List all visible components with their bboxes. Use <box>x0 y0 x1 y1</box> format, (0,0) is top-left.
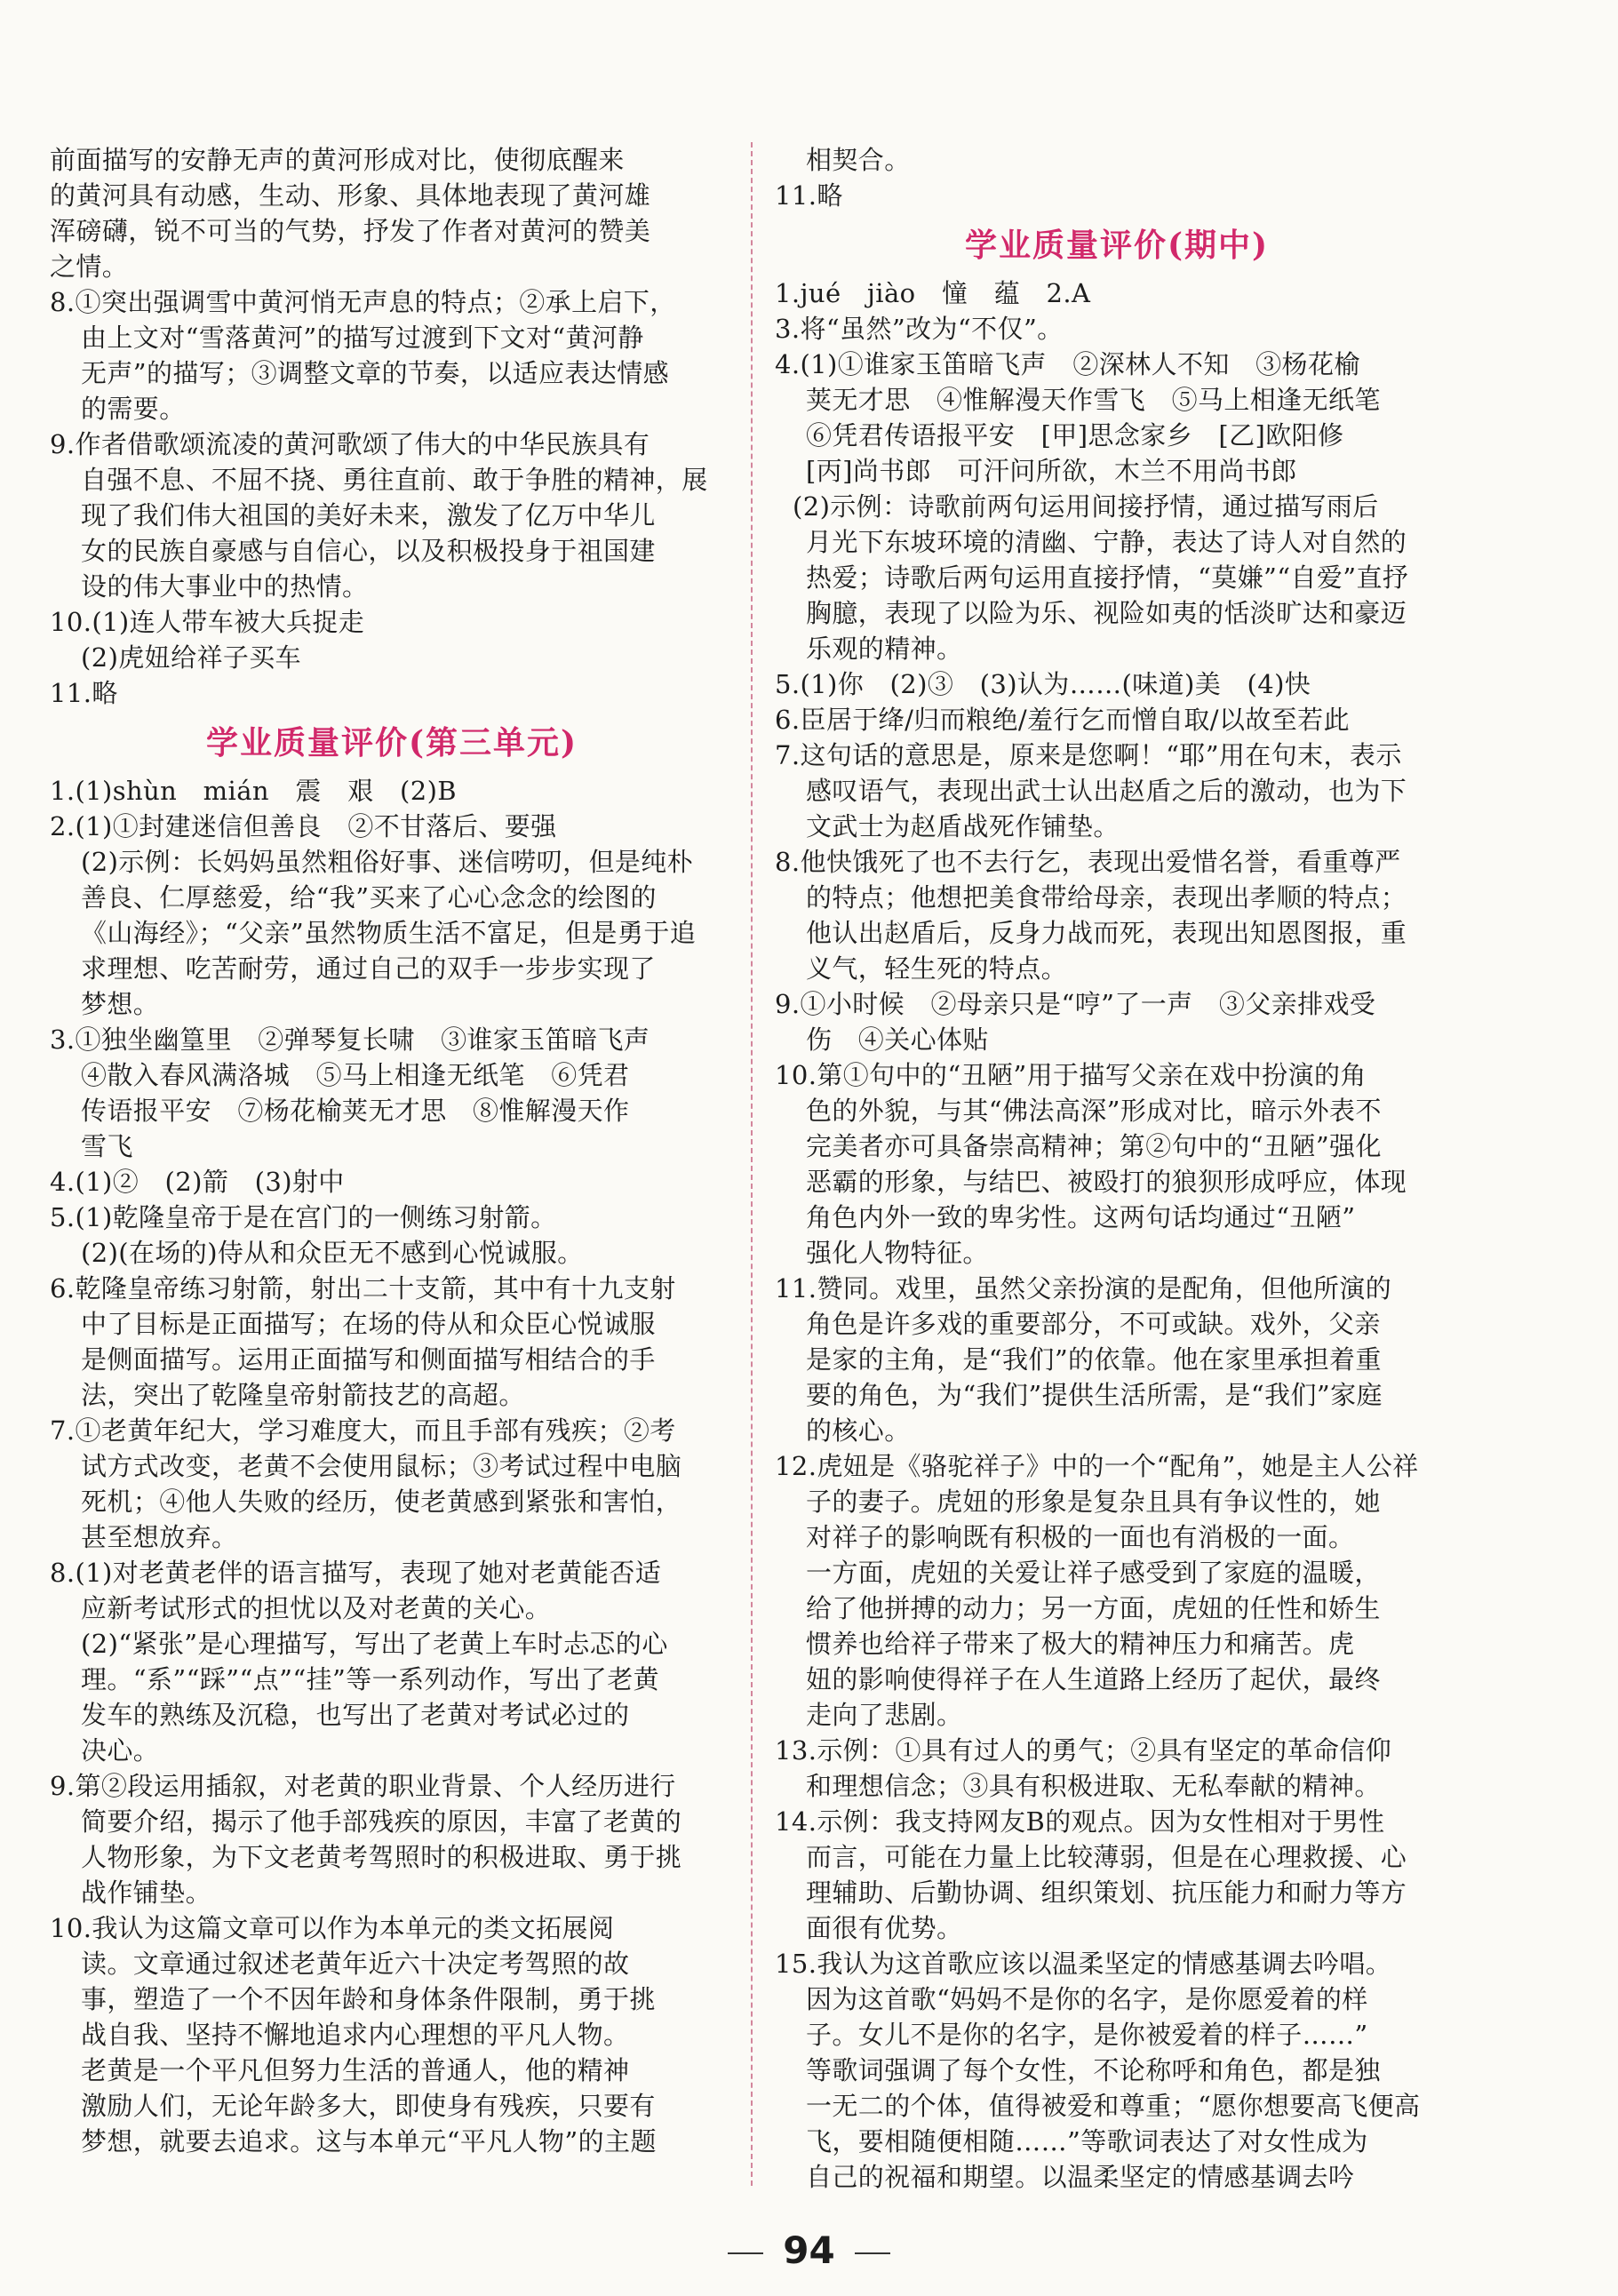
answer-line: 激励人们，无论年龄多大，即使身有残疾，只要有 <box>81 2091 656 2121</box>
answer-line: 8.①突出强调雪中黄河悄无声息的特点；②承上启下， <box>50 287 676 317</box>
answer-line: 完美者亦可具备崇高精神；第②句中的“丑陋”强化 <box>806 1131 1382 1161</box>
answer-line: (2)示例：诗歌前两句运用间接抒情，通过描写雨后 <box>793 491 1379 522</box>
answer-line: 相契合。 <box>806 145 911 175</box>
answer-line: 10.第①句中的“丑陋”用于描写父亲在戏中扮演的角 <box>775 1060 1367 1090</box>
answer-line: 中了目标是正面描写；在场的侍从和众臣心悦诚服 <box>81 1309 656 1339</box>
answer-line: 事，塑造了一个不因年龄和身体条件限制，勇于挑 <box>81 1984 656 2014</box>
page-number: 94 <box>783 2228 835 2272</box>
answer-line: 7.这句话的意思是，原来是您啊！“耶”用在句末，表示 <box>775 740 1402 770</box>
answer-line: 战作铺垫。 <box>81 1877 212 1908</box>
answer-line: 他认出赵盾后，反身力战而死，表现出知恩图报，重 <box>806 918 1407 948</box>
answer-line: 荚无才思 ④惟解漫天作雪飞 ⑤马上相逢无纸笔 <box>806 385 1381 415</box>
answer-line: 飞，要相随便相随……”等歌词表达了对女性成为 <box>806 2126 1368 2156</box>
answer-line: 10.(1)连人带车被大兵捉走 <box>50 607 365 637</box>
answer-line: 6.乾隆皇帝练习射箭，射出二十支箭，其中有十九支射 <box>50 1273 676 1303</box>
answer-line: 伤 ④关心体贴 <box>806 1024 989 1055</box>
answer-line: 雪飞 <box>81 1131 133 1161</box>
answer-line: 法，突出了乾隆皇帝射箭技艺的高超。 <box>81 1380 525 1410</box>
answer-line: 8.他快饿死了也不去行乞，表现出爱惜名誉，看重尊严 <box>775 847 1401 877</box>
answer-line: 理辅助、后勤协调、组织策划、抗压能力和耐力等方 <box>806 1877 1407 1908</box>
answer-line: 梦想。 <box>81 989 160 1019</box>
answer-line: 死机；④他人失败的经历，使老黄感到紧张和害怕， <box>81 1487 682 1517</box>
answer-line: 应新考试形式的担忧以及对老黄的关心。 <box>81 1593 552 1623</box>
answer-line: 子的妻子。虎妞的形象是复杂且具有争议性的，她 <box>806 1487 1381 1517</box>
answer-line: 5.(1)乾隆皇帝于是在宫门的一侧练习射箭。 <box>50 1202 557 1232</box>
column-divider <box>751 142 753 2186</box>
answer-line: 试方式改变，老黄不会使用鼠标；③考试过程中电脑 <box>81 1451 682 1481</box>
answer-line: 2.(1)①封建迷信但善良 ②不甘落后、要强 <box>50 811 557 841</box>
answer-line: 惯养也给祥子带来了极大的精神压力和痛苦。虎 <box>806 1629 1355 1659</box>
answer-line: 之情。 <box>50 251 129 282</box>
answer-line: 9.①小时候 ②母亲只是“哼”了一声 ③父亲排戏受 <box>775 989 1376 1019</box>
answer-line: 义气，轻生死的特点。 <box>806 953 1068 984</box>
answer-line: 而言，可能在力量上比较薄弱，但是在心理救援、心 <box>806 1842 1407 1872</box>
answer-line: ④散入春风满洛城 ⑤马上相逢无纸笔 ⑥凭君 <box>81 1060 630 1090</box>
answer-line: 子。女儿不是你的名字，是你被爱着的样子……” <box>806 2020 1368 2050</box>
answer-line: 5.(1)你 (2)③ (3)认为……(味道)美 (4)快 <box>775 669 1311 699</box>
answer-line: [丙]尚书郎 可汗问所欲，木兰不用尚书郎 <box>806 456 1297 486</box>
answer-line: 是家的主角，是“我们”的依靠。他在家里承担着重 <box>806 1344 1382 1375</box>
answer-line: 强化人物特征。 <box>806 1238 989 1268</box>
answer-line: 3.将“虽然”改为“不仅”。 <box>775 314 1064 344</box>
footer-dash-left <box>728 2252 763 2254</box>
answer-line: 角色是许多戏的重要部分，不可或缺。戏外，父亲 <box>806 1309 1381 1339</box>
answer-line: 对祥子的影响既有积极的一面也有消极的一面。 <box>806 1522 1355 1552</box>
answer-line: 理。“系”“踩”“点”“挂”等一系列动作，写出了老黄 <box>81 1664 660 1694</box>
answer-line: 等歌词强调了每个女性，不论称呼和角色，都是独 <box>806 2055 1381 2085</box>
answer-line: 决心。 <box>81 1735 160 1766</box>
answer-line: 浑磅礴，锐不可当的气势，抒发了作者对黄河的赞美 <box>50 216 651 246</box>
answer-line: 乐观的精神。 <box>806 634 963 664</box>
answer-line: 妞的影响使得祥子在人生道路上经历了起伏，最终 <box>806 1664 1381 1694</box>
answer-line: 前面描写的安静无声的黄河形成对比，使彻底醒来 <box>50 145 625 175</box>
answer-line: 11.略 <box>775 180 843 211</box>
answer-line: 现了我们伟大祖国的美好未来，激发了亿万中华儿 <box>81 500 656 530</box>
answer-line: 自己的祝福和期望。以温柔坚定的情感基调去吟 <box>806 2162 1355 2192</box>
answer-line: 和理想信念；③具有积极进取、无私奉献的精神。 <box>806 1771 1381 1801</box>
answer-line: 12.虎妞是《骆驼祥子》中的一个“配角”，她是主人公祥 <box>775 1451 1419 1481</box>
answer-line: 求理想、吃苦耐劳，通过自己的双手一步步实现了 <box>81 953 656 984</box>
answer-line: 15.我认为这首歌应该以温柔坚定的情感基调去吟唱。 <box>775 1949 1392 1979</box>
answer-line: 的需要。 <box>81 394 186 424</box>
answer-line: (2)(在场的)侍从和众臣无不感到心悦诚服。 <box>81 1238 584 1268</box>
answer-line: ⑥凭君传语报平安 [甲]思念家乡 [乙]欧阳修 <box>806 420 1344 450</box>
answer-line: 7.①老黄年纪大，学习难度大，而且手部有残疾；②考 <box>50 1415 676 1446</box>
answer-line: 给了他拼搏的动力；另一方面，虎妞的任性和娇生 <box>806 1593 1381 1623</box>
answer-line: 10.我认为这篇文章可以作为本单元的类文拓展阅 <box>50 1913 615 1943</box>
answer-line: 老黄是一个平凡但努力生活的普通人，他的精神 <box>81 2055 630 2085</box>
answer-line: 1.(1)shùn mián 震 艰 (2)B <box>50 776 457 806</box>
answer-line: 4.(1)①谁家玉笛暗飞声 ②深林人不知 ③杨花榆 <box>775 349 1360 379</box>
answer-line: 的黄河具有动感，生动、形象、具体地表现了黄河雄 <box>50 180 651 211</box>
answer-line: 11.赞同。戏里，虽然父亲扮演的是配角，但他所演的 <box>775 1273 1392 1303</box>
answer-line: 9.作者借歌颂流凌的黄河歌颂了伟大的中华民族具有 <box>50 429 650 459</box>
answer-line: 面很有优势。 <box>806 1913 963 1943</box>
answer-line: (2)“紧张”是心理描写，写出了老黄上车时忐忑的心 <box>81 1629 668 1659</box>
answer-line: 自强不息、不屈不挠、勇往直前、敢于争胜的精神，展 <box>81 465 708 495</box>
answer-line: 9.第②段运用插叙，对老黄的职业背景、个人经历进行 <box>50 1771 676 1801</box>
answer-line: 读。文章通过叙述老黄年近六十决定考驾照的故 <box>81 1949 630 1979</box>
answer-line: 13.示例：①具有过人的勇气；②具有坚定的革命信仰 <box>775 1735 1392 1766</box>
answer-line: 的特点；他想把美食带给母亲，表现出孝顺的特点； <box>806 882 1407 913</box>
answer-line: 角色内外一致的卑劣性。这两句话均通过“丑陋” <box>806 1202 1356 1232</box>
answer-line: 善良、仁厚慈爱，给“我”买来了心心念念的绘图的 <box>81 882 657 913</box>
answer-line: 色的外貌，与其“佛法高深”形成对比，暗示外表不 <box>806 1096 1382 1126</box>
right-column <box>775 142 1459 2195</box>
answer-line: 11.略 <box>50 678 118 708</box>
answer-line: 热爱；诗歌后两句运用直接抒情，“莫嫌”“自爱”直抒 <box>806 562 1409 593</box>
answer-line: 设的伟大事业中的热情。 <box>81 571 369 602</box>
answer-line: 4.(1)② (2)箭 (3)射中 <box>50 1167 345 1197</box>
answer-line: 是侧面描写。运用正面描写和侧面描写相结合的手 <box>81 1344 656 1375</box>
answer-line: 8.(1)对老黄老伴的语言描写，表现了她对老黄能否适 <box>50 1558 662 1588</box>
answer-line: 胸臆，表现了以险为乐、视险如夷的恬淡旷达和豪迈 <box>806 598 1407 628</box>
answer-line: 一方面，虎妞的关爱让祥子感受到了家庭的温暖， <box>806 1558 1381 1588</box>
answer-line: 14.示例：我支持网友B的观点。因为女性相对于男性 <box>775 1806 1385 1837</box>
answer-line: 发车的熟练及沉稳，也写出了老黄对考试必过的 <box>81 1700 630 1730</box>
answer-line: 走向了悲剧。 <box>806 1700 963 1730</box>
answer-line: 感叹语气，表现出武士认出赵盾之后的激动，也为下 <box>806 776 1407 806</box>
answer-line: 人物形象，为下文老黄考驾照时的积极进取、勇于挑 <box>81 1842 682 1872</box>
answer-line: 一无二的个体，值得被爱和尊重；“愿你想要高飞便高 <box>806 2091 1421 2121</box>
section-heading: 学业质量评价(期中) <box>964 227 1270 264</box>
answer-line: 6.臣居于绛/归而粮绝/羞行乞而憎自取/以故至若此 <box>775 705 1350 735</box>
footer-dash-right <box>855 2252 890 2254</box>
answer-line: 无声”的描写；③调整文章的节奏，以适应表达情感 <box>81 358 670 388</box>
answer-line: 3.①独坐幽篁里 ②弹琴复长啸 ③谁家玉笛暗飞声 <box>50 1024 650 1055</box>
answer-line: 女的民族自豪感与自信心，以及积极投身于祖国建 <box>81 536 656 566</box>
answer-line: 因为这首歌“妈妈不是你的名字，是你愿爱着的样 <box>806 1984 1368 2014</box>
page-number-footer <box>0 2228 1618 2272</box>
left-column <box>50 142 734 2159</box>
answer-line: 1.jué jiào 憧 蕴 2.A <box>775 278 1091 308</box>
answer-line: 梦想，就要去追求。这与本单元“平凡人物”的主题 <box>81 2126 657 2156</box>
answer-line: 《山海经》；“父亲”虽然物质生活不富足，但是勇于追 <box>81 918 697 948</box>
answer-line: 传语报平安 ⑦杨花榆荚无才思 ⑧惟解漫天作 <box>81 1096 630 1126</box>
answer-line: 简要介绍，揭示了他手部残疾的原因，丰富了老黄的 <box>81 1806 682 1837</box>
answer-line: 由上文对“雪落黄河”的描写过渡到下文对“黄河静 <box>81 323 644 353</box>
answer-line: 的核心。 <box>806 1415 911 1446</box>
answer-line: 文武士为赵盾战死作铺垫。 <box>806 811 1120 841</box>
answer-line: 战自我、坚持不懈地追求内心理想的平凡人物。 <box>81 2020 630 2050</box>
answer-line: (2)虎妞给祥子买车 <box>81 642 302 673</box>
answer-line: 恶霸的形象，与结巴、被殴打的狼狈形成呼应，体现 <box>806 1167 1407 1197</box>
answer-line: (2)示例：长妈妈虽然粗俗好事、迷信唠叨，但是纯朴 <box>81 847 694 877</box>
answer-line: 甚至想放弃。 <box>81 1522 238 1552</box>
answer-line: 要的角色，为“我们”提供生活所需，是“我们”家庭 <box>806 1380 1383 1410</box>
answer-line: 月光下东坡环境的清幽、宁静，表达了诗人对自然的 <box>806 527 1407 557</box>
section-heading: 学业质量评价(第三单元) <box>205 724 578 761</box>
